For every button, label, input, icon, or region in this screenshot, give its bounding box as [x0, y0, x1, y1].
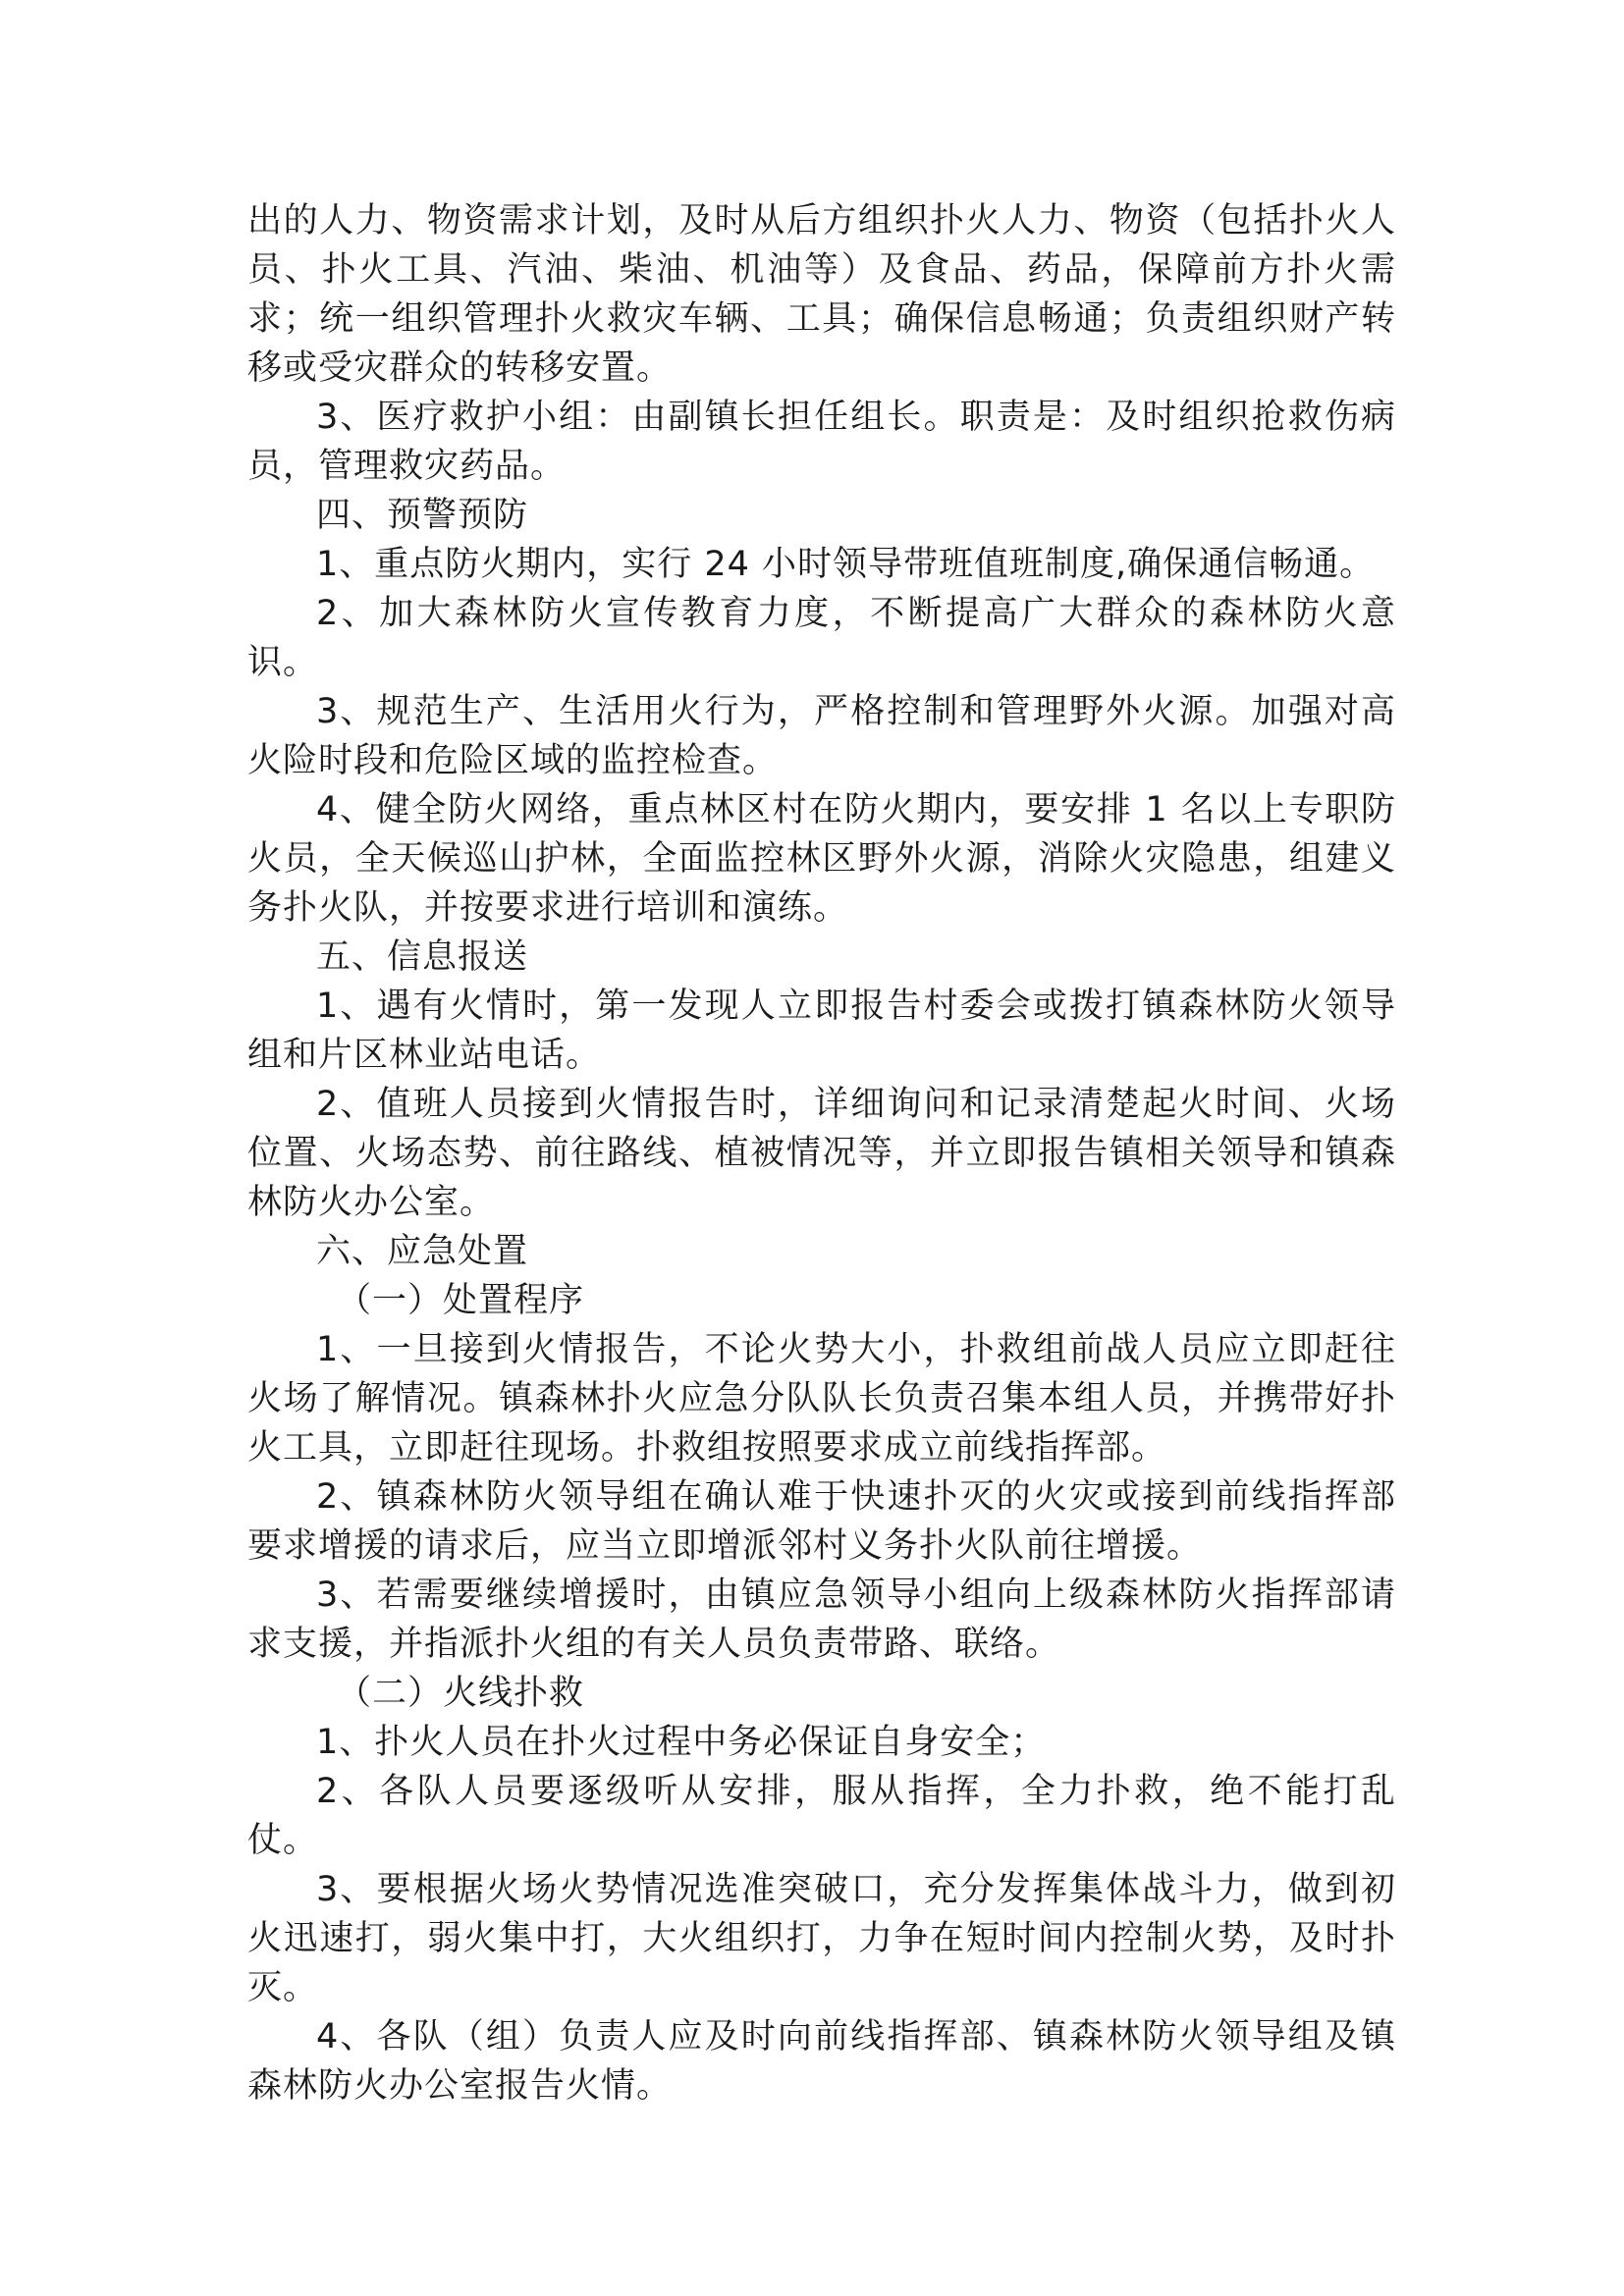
paragraph-fire-regulation: 3、规范生产、生活用火行为，严格控制和管理野外火源。加强对高火险时段和危险区域的监控检查。 — [247, 692, 1396, 780]
subsection-heading-firefighting: （二）火线扑救 — [337, 1674, 585, 1713]
paragraph-publicity: 2、加大森林防火宣传教育力度，不断提高广大群众的森林防火意识。 — [247, 594, 1396, 682]
paragraph-firefighting-1: 1、扑火人员在扑火过程中务必保证自身安全； — [316, 1723, 1047, 1762]
document-page — [247, 196, 1396, 2110]
section-heading-information-report: 五、信息报送 — [316, 937, 529, 977]
section-heading-warning-prevention: 四、预警预防 — [316, 496, 529, 535]
paragraph-duty-system: 1、重点防火期内，实行 24 小时领导带班值班制度,确保通信畅通。 — [316, 545, 1376, 584]
paragraph-duty-staff-report: 2、值班人员接到火情报告时，详细询问和记录清楚起火时间、火场位置、火场态势、前往路线、植被情况等，并立即报告镇相关领导和镇森林防火办公室。 — [247, 1085, 1396, 1222]
paragraph-logistics-continuation: 出的人力、物资需求计划，及时从后方组织扑火人力、物资（包括扑火人员、扑火工具、汽油、柴油、机油等）及食品、药品，保障前方扑火需求；统一组织管理扑火救灾车辆、工具；确保信息畅通；负责组织财产转移或受灾群众的转移安置。 — [247, 201, 1396, 388]
paragraph-procedure-2: 2、镇森林防火领导组在确认难于快速扑灭的火灾或接到前线指挥部要求增援的请求后，应当立即增派邻村义务扑火队前往增援。 — [247, 1477, 1396, 1566]
subsection-heading-procedure: （一）处置程序 — [337, 1281, 585, 1320]
paragraph-procedure-1: 1、一旦接到火情报告，不论火势大小，扑救组前战人员应立即赶往火场了解情况。镇森林扑火应急分队队长负责召集本组人员，并携带好扑火工具，立即赶往现场。扑救组按照要求成立前线指挥部。 — [247, 1330, 1396, 1468]
paragraph-fire-network: 4、健全防火网络，重点林区村在防火期内，要安排 1 名以上专职防火员，全天候巡山护林，全面监控林区野外火源，消除火灾隐患，组建义务扑火队，并按要求进行培训和演练。 — [247, 790, 1396, 928]
paragraph-procedure-3: 3、若需要继续增援时，由镇应急领导小组向上级森林防火指挥部请求支援，并指派扑火组的有关人员负责带路、联络。 — [247, 1575, 1396, 1664]
section-heading-emergency-response: 六、应急处置 — [316, 1232, 529, 1271]
paragraph-firefighting-4: 4、各队（组）负责人应及时向前线指挥部、镇森林防火领导组及镇森林防火办公室报告火情。 — [247, 2017, 1396, 2106]
paragraph-report-fire: 1、遇有火情时，第一发现人立即报告村委会或拨打镇森林防火领导组和片区林业站电话。 — [247, 987, 1396, 1075]
paragraph-medical-team: 3、医疗救护小组：由副镇长担任组长。职责是：及时组织抢救伤病员，管理救灾药品。 — [247, 398, 1396, 486]
paragraph-firefighting-2: 2、各队人员要逐级听从安排，服从指挥，全力扑救，绝不能打乱仗。 — [247, 1772, 1396, 1860]
paragraph-firefighting-3: 3、要根据火场火势情况选准突破口，充分发挥集体战斗力，做到初火迅速打，弱火集中打，大火组织打，力争在短时间内控制火势，及时扑灭。 — [247, 1870, 1396, 2007]
